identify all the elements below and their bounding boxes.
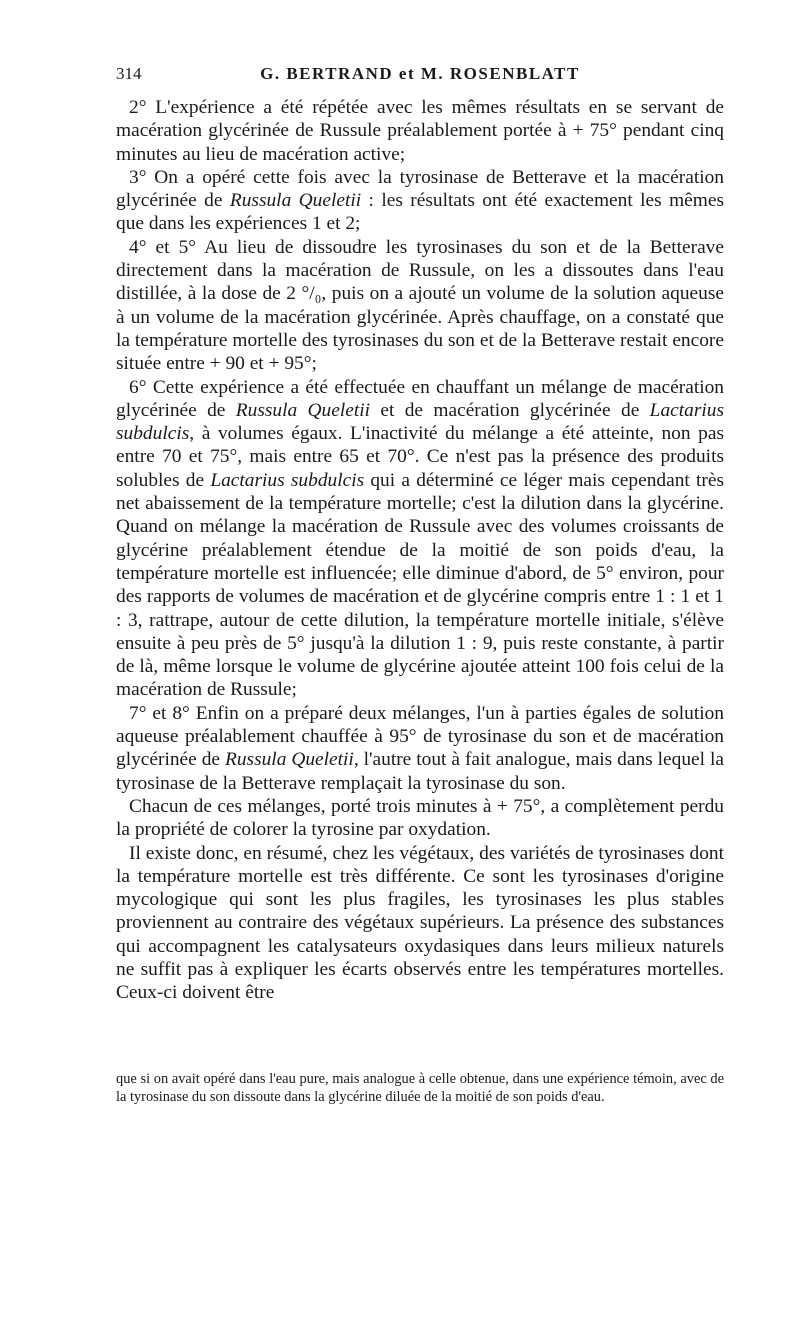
text-run: , à volumes égaux. L'inactivité du mélange a été atteinte, non pas entre 70 et 75°, mais entre 65 et 70°. Ce n'est pas la présence des produits solubles de bbox=[116, 423, 724, 491]
paragraph bbox=[116, 166, 724, 236]
italic-species-name: Lactarius subdulcis bbox=[116, 399, 725, 445]
text-run: Chacun de ces mélanges, porté trois minutes à + 75°, a complètement perdu la propriété de colorer la tyrosine par oxydation. bbox=[116, 795, 724, 841]
italic-species-name: Russula Queletii bbox=[229, 190, 362, 212]
text-run: : les résultats ont été exactement les mêmes que dans les expériences 1 et 2; bbox=[116, 190, 725, 235]
paragraph bbox=[116, 96, 724, 166]
paragraph bbox=[116, 702, 724, 795]
text-run: et de macération glycérinée de bbox=[370, 399, 650, 421]
footnote bbox=[116, 1070, 724, 1106]
italic-species-name: Russula Queletii bbox=[224, 749, 354, 771]
page-number: 314 bbox=[116, 64, 142, 83]
text-run: Il existe donc, en résumé, chez les végétaux, des variétés de tyrosinases dont la température mortelle est très différente. Ce sont les tyrosinases d'origine mycologique qui sont les plus fragiles, les tyrosinases les plus stables proviennent au contraire des végétaux supérieurs. La présence des substances qui accompagnent les catalysateurs oxydasiques dans leurs milieux naturels ne suffit pas à expliquer les écarts observés entre les températures mortelles. Ceux-ci doivent être bbox=[116, 842, 724, 1004]
text-run: , l'autre tout à fait analogue, mais dans lequel la tyrosinase de la Betterave remplaçait la tyrosinase du son. bbox=[116, 749, 724, 794]
paragraph bbox=[116, 795, 724, 842]
italic-species-name: Russula Queletii bbox=[235, 399, 371, 421]
text-run: 7° et 8° Enfin on a préparé deux mélanges, l'un à parties égales de solution aqueuse préalablement chauffée à 95° de tyrosinase du son et de macération glycérinée de bbox=[116, 702, 724, 771]
text-run: qui a déterminé ce léger mais cependant très net abaissement de la température mortelle; c'est la dilution dans la glycérine. Quand on mélange la macération de Russule avec des volumes croissants de glycérine préalablement étendue de la moitié de son poids d'eau, la température mortelle est influencée; elle diminue d'abord, de 5° environ, pour des rapports de volumes de macération et de glycérine compris entre 1 : 1 et 1 : 3, rattrape, autour de cette dilution, la température mortelle initiale, s'élève ensuite à peu près de 5° jusqu'à la dilution 1 : 9, puis reste constante, à partir de là, même lorsque le volume de glycérine ajoutée atteint 100 fois celui de la macération de Russule; bbox=[116, 469, 724, 701]
body-text bbox=[116, 96, 724, 1005]
text-run: 2° L'expérience a été répétée avec les mêmes résultats en se servant de macération glycérinée de Russule préalablement portée à + 75° pendant cinq minutes au lieu de macération active; bbox=[116, 97, 724, 165]
paragraph bbox=[116, 376, 724, 702]
text-run: 4° et 5° Au lieu de dissoudre les tyrosinases du son et de la Betterave directement dans la macération de Russule, on les a dissoutes dans l'eau distillée, à la dose de 2 °/₀, puis on a ajouté un volume de la solution aqueuse à un volume de la macération glycérinée. Après chauffage, on a constaté que la température mortelle des tyrosinases du son et de la Betterave restait encore située entre + 90 et + 95°; bbox=[116, 236, 724, 375]
text-run: 6° Cette expérience a été effectuée en chauffant un mélange de macération glycérinée de bbox=[116, 376, 724, 421]
text-run: 3° On a opéré cette fois avec la tyrosinase de Betterave et la macération glycérinée de bbox=[116, 166, 724, 212]
footnote-text: que si on avait opéré dans l'eau pure, mais analogue à celle obtenue, dans une expérience témoin, avec de la tyrosinase du son dissoute dans la glycérine diluée de la moitié de son poids d'eau. bbox=[116, 1071, 724, 1105]
paragraph bbox=[116, 236, 724, 376]
running-title: G. BERTRAND et M. ROSENBLATT bbox=[260, 64, 580, 83]
italic-species-name: Lactarius subdulcis bbox=[210, 469, 365, 491]
paragraph bbox=[116, 842, 724, 1005]
page-header bbox=[116, 62, 724, 86]
